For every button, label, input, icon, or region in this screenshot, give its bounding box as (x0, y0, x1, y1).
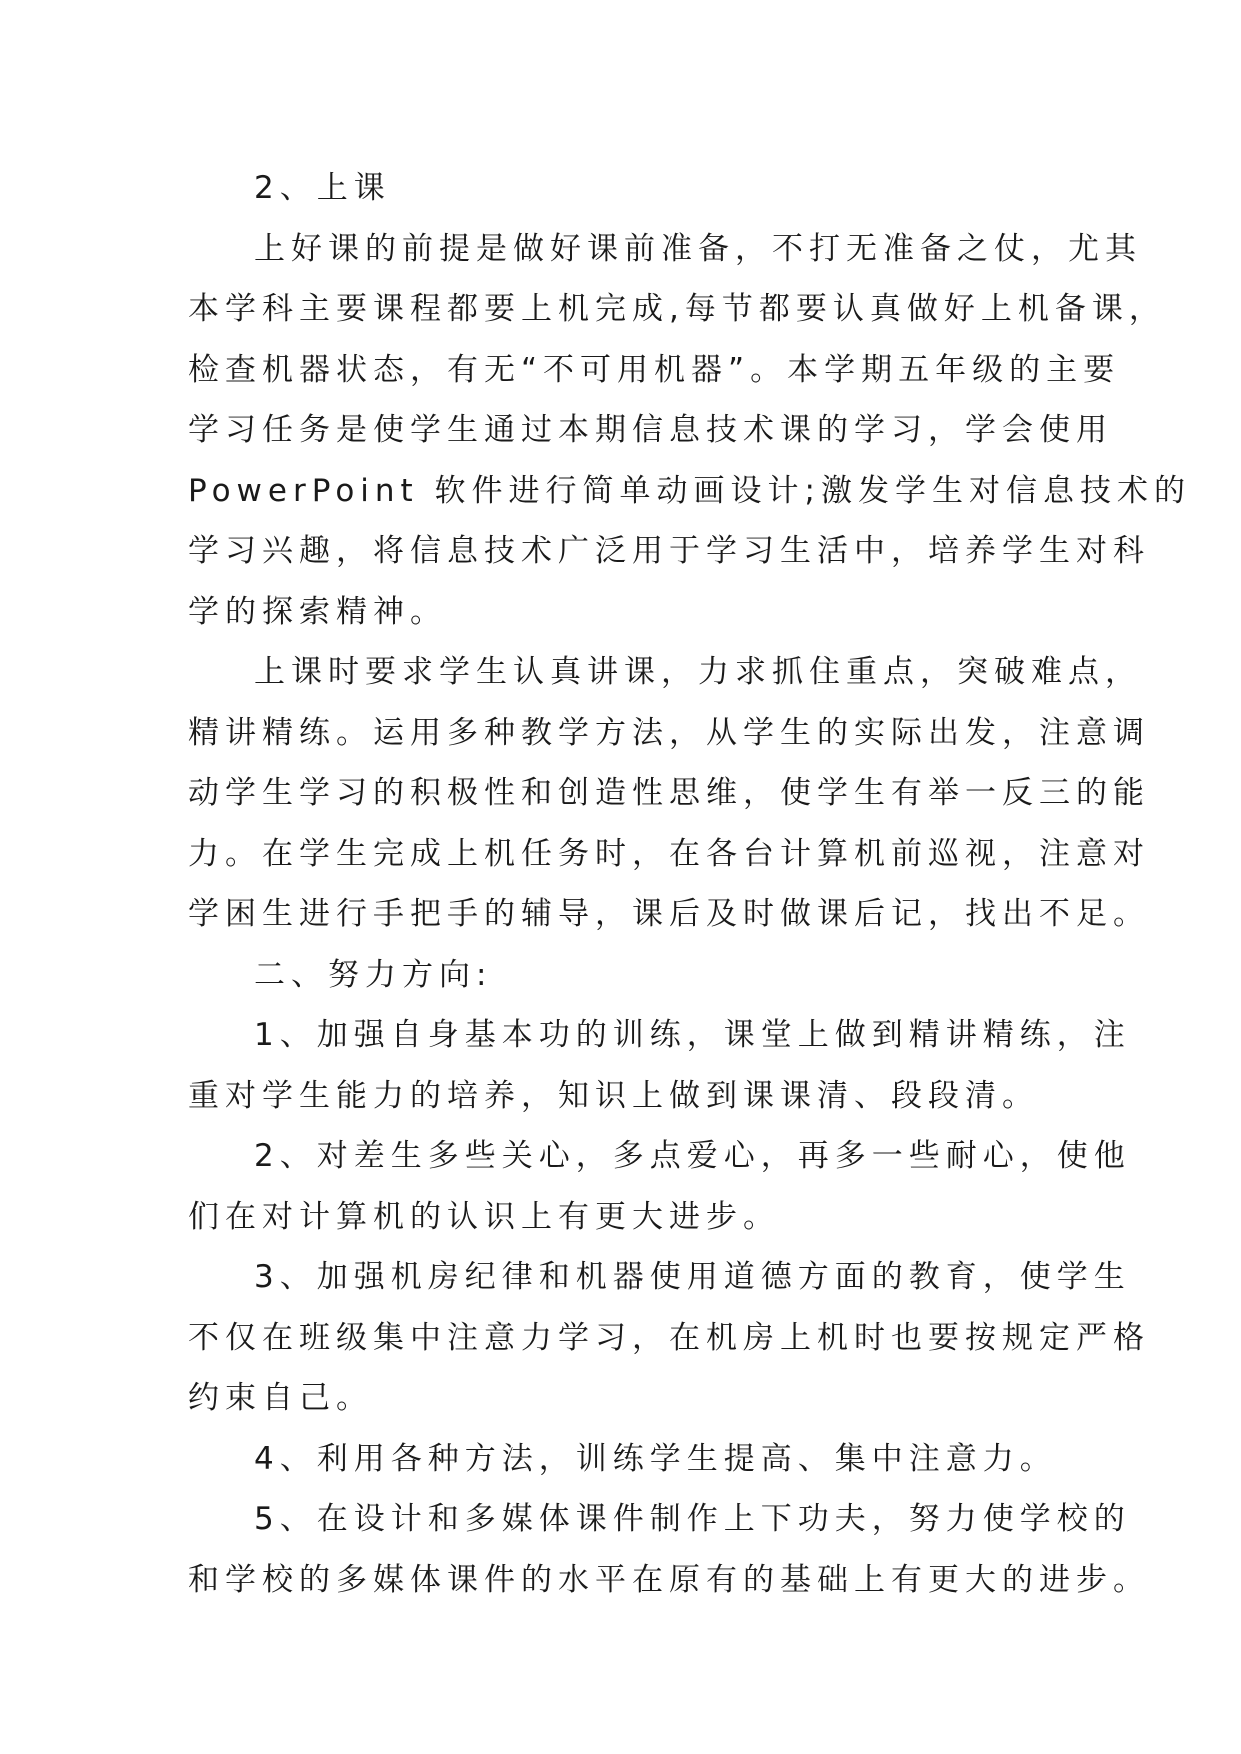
paragraph-line: 动学生学习的积极性和创造性思维，使学生有举一反三的能 (188, 775, 1150, 811)
list-item-line: 约束自己。 (188, 1380, 373, 1416)
list-item-line: 和学校的多媒体课件的水平在原有的基础上有更大的进步。 (188, 1561, 1150, 1598)
list-item-line: 们在对计算机的认识上有更大进步。 (188, 1198, 780, 1235)
list-item-line: 2、对差生多些关心，多点爱心，再多一些耐心，使他 (254, 1138, 1131, 1174)
paragraph-line: 上课时要求学生认真讲课，力求抓住重点，突破难点， (254, 654, 1142, 690)
list-item-line: 1、加强自身基本功的训练，课堂上做到精讲精练，注 (254, 1017, 1131, 1053)
paragraph-line: 上好课的前提是做好课前准备，不打无准备之仗，尤其 (254, 230, 1142, 267)
paragraph-line: 学习任务是使学生通过本期信息技术课的学习，学会使用 (188, 412, 1113, 448)
list-item-line: 4、利用各种方法，训练学生提高、集中注意力。 (254, 1440, 1057, 1477)
paragraph-line: 学的探索精神。 (188, 593, 447, 630)
paragraph-line: 精讲精练。运用多种教学方法，从学生的实际出发，注意调 (188, 714, 1150, 751)
paragraph-line: 学习兴趣，将信息技术广泛用于学习生活中，培养学生对科 (188, 533, 1150, 569)
paragraph-line: PowerPoint 软件进行简单动画设计;激发学生对信息技术的 (188, 472, 1191, 509)
list-item-line: 3、加强机房纪律和机器使用道德方面的教育，使学生 (254, 1259, 1131, 1295)
list-item-line: 不仅在班级集中注意力学习，在机房上机时也要按规定严格 (188, 1319, 1150, 1356)
list-item-line: 5、在设计和多媒体课件制作上下功夫，努力使学校的 (254, 1501, 1131, 1537)
section-heading-lesson: 2、上课 (254, 170, 391, 206)
document-body (188, 158, 1191, 1610)
paragraph-line: 力。在学生完成上机任务时，在各台计算机前巡视，注意对 (188, 835, 1150, 872)
paragraph-line: 本学科主要课程都要上机完成,每节都要认真做好上机备课， (188, 291, 1166, 327)
paragraph-line: 检查机器状态，有无“不可用机器”。本学期五年级的主要 (188, 351, 1121, 388)
section-heading-direction: 二、努力方向: (254, 956, 493, 993)
paragraph-line: 学困生进行手把手的辅导，课后及时做课后记，找出不足。 (188, 896, 1150, 932)
list-item-line: 重对学生能力的培养，知识上做到课课清、段段清。 (188, 1077, 1039, 1114)
